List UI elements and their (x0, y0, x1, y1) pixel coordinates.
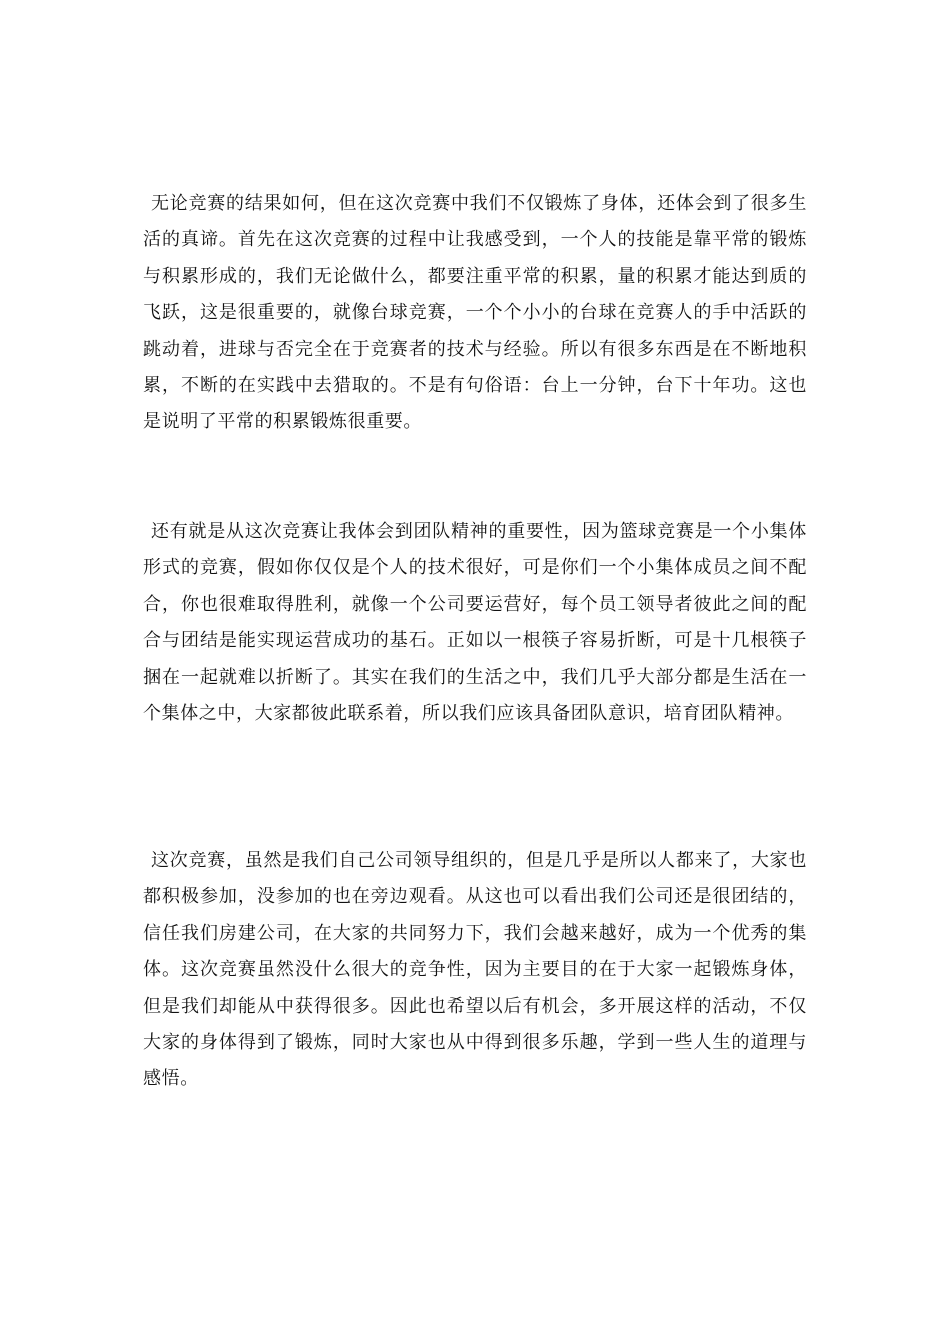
paragraph-2: 还有就是从这次竞赛让我体会到团队精神的重要性，因为篮球竞赛是一个小集体形式的竞赛，假如你仅仅是个人的技术很好，可是你们一个小集体成员之间不配合，你也很难取得胜利，就像一个公司要运营好，每个员工领导者彼此之间的配合与团结是能实现运营成功的基石。正如以一根筷子容易折断，可是十几根筷子捆在一起就难以折断了。其实在我们的生活之中，我们几乎大部分都是生活在一个集体之中，大家都彼此联系着，所以我们应该具备团队意识，培育团队精神。 (143, 521, 807, 725)
paragraph-1: 无论竞赛的结果如何，但在这次竞赛中我们不仅锻炼了身体，还体会到了很多生活的真谛。首先在这次竞赛的过程中让我感受到，一个人的技能是靠平常的锻炼与积累形成的，我们无论做什么，都要注重平常的积累，量的积累才能达到质的飞跃，这是很重要的，就像台球竞赛，一个个小小的台球在竞赛人的手中活跃的跳动着，进球与否完全在于竞赛者的技术与经验。所以有很多东西是在不断地积累，不断的在实践中去猎取的。不是有句俗语：台上一分钟，台下十年功。这也是说明了平常的积累锻炼很重要。 (143, 193, 807, 433)
paragraph-3: 这次竞赛，虽然是我们自己公司领导组织的，但是几乎是所以人都来了，大家也都积极参加，没参加的也在旁边观看。从这也可以看出我们公司还是很团结的，信任我们房建公司，在大家的共同努力下，我们会越来越好，成为一个优秀的集体。这次竞赛虽然没什么很大的竞争性，因为主要目的在于大家一起锻炼身体，但是我们却能从中获得很多。因此也希望以后有机会，多开展这样的活动，不仅大家的身体得到了锻炼，同时大家也从中得到很多乐趣，学到一些人生的道理与感悟。 (143, 850, 807, 1090)
